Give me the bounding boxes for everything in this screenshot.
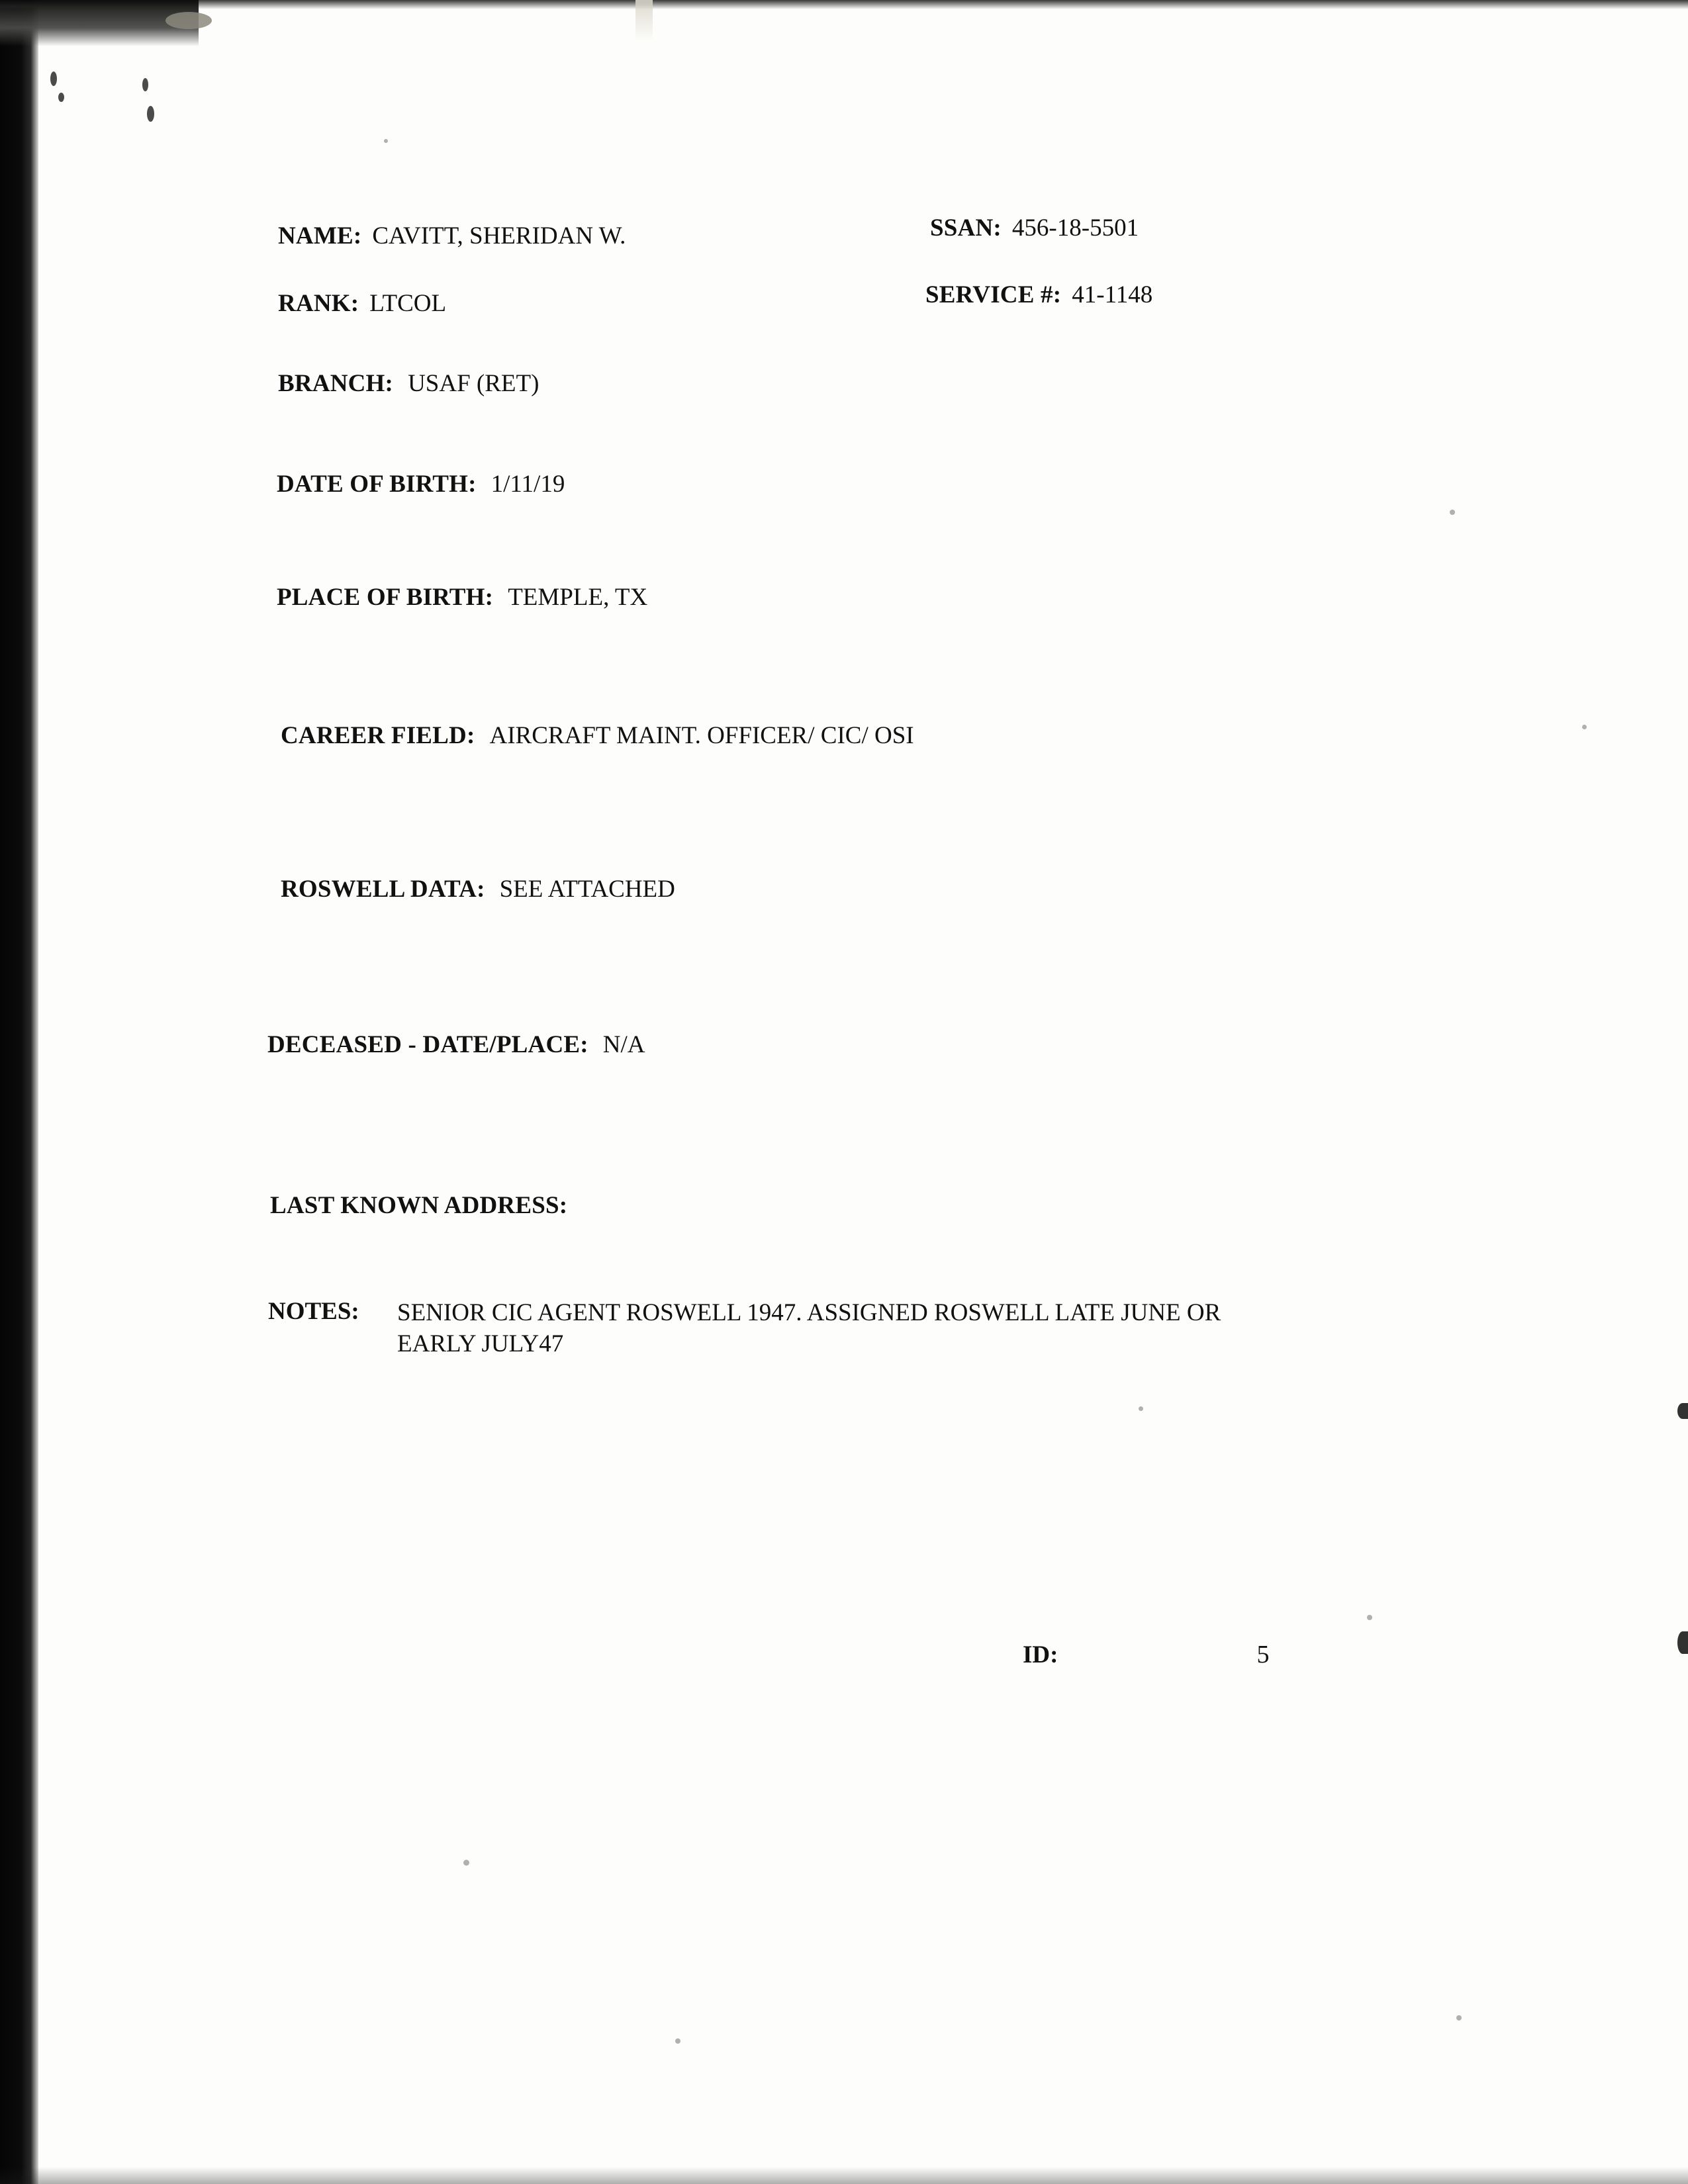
field-notes-value: SENIOR CIC AGENT ROSWELL 1947. ASSIGNED ROSWELL LATE JUNE OR EARLY JULY47	[397, 1299, 1221, 1358]
field-ssan-value: 456-18-5501	[1011, 214, 1139, 242]
field-service-number-label: SERVICE #:	[925, 281, 1062, 308]
field-last-known-address-label: LAST KNOWN ADDRESS:	[270, 1192, 568, 1219]
field-notes-label: NOTES:	[268, 1298, 359, 1325]
field-career-field-label: CAREER FIELD:	[281, 722, 475, 749]
field-name-label: NAME:	[278, 222, 362, 250]
field-date-of-birth	[277, 470, 565, 498]
footer-id	[1023, 1640, 1269, 1669]
footer-id-value: 5	[1256, 1641, 1270, 1668]
field-service-number	[925, 281, 1152, 309]
field-notes	[268, 1297, 1261, 1360]
footer-id-label: ID:	[1023, 1641, 1058, 1668]
field-rank-label: RANK:	[278, 290, 359, 317]
field-name	[278, 222, 626, 250]
field-roswell-data-label: ROSWELL DATA:	[281, 876, 485, 903]
field-name-value: CAVITT, SHERIDAN W.	[372, 222, 626, 250]
field-branch	[278, 369, 539, 398]
field-roswell-data-value: SEE ATTACHED	[499, 876, 675, 903]
field-service-number-value: 41-1148	[1072, 281, 1153, 308]
field-ssan-label: SSAN:	[930, 214, 1002, 242]
field-roswell-data	[281, 875, 675, 903]
field-place-of-birth	[277, 583, 647, 612]
field-career-field-value: AIRCRAFT MAINT. OFFICER/ CIC/ OSI	[489, 722, 914, 749]
field-date-of-birth-value: 1/11/19	[491, 471, 565, 498]
field-branch-label: BRANCH:	[278, 370, 394, 397]
field-deceased-label: DECEASED - DATE/PLACE:	[267, 1031, 588, 1058]
field-career-field	[281, 721, 914, 750]
field-deceased	[267, 1030, 645, 1059]
field-place-of-birth-label: PLACE OF BIRTH:	[277, 584, 494, 611]
field-deceased-value: N/A	[602, 1031, 645, 1058]
field-ssan	[930, 214, 1139, 242]
field-rank-value: LTCOL	[369, 290, 447, 317]
field-branch-value: USAF (RET)	[408, 370, 539, 397]
field-place-of-birth-value: TEMPLE, TX	[508, 584, 648, 611]
field-rank	[278, 289, 446, 318]
field-last-known-address	[270, 1191, 578, 1220]
field-date-of-birth-label: DATE OF BIRTH:	[277, 471, 477, 498]
